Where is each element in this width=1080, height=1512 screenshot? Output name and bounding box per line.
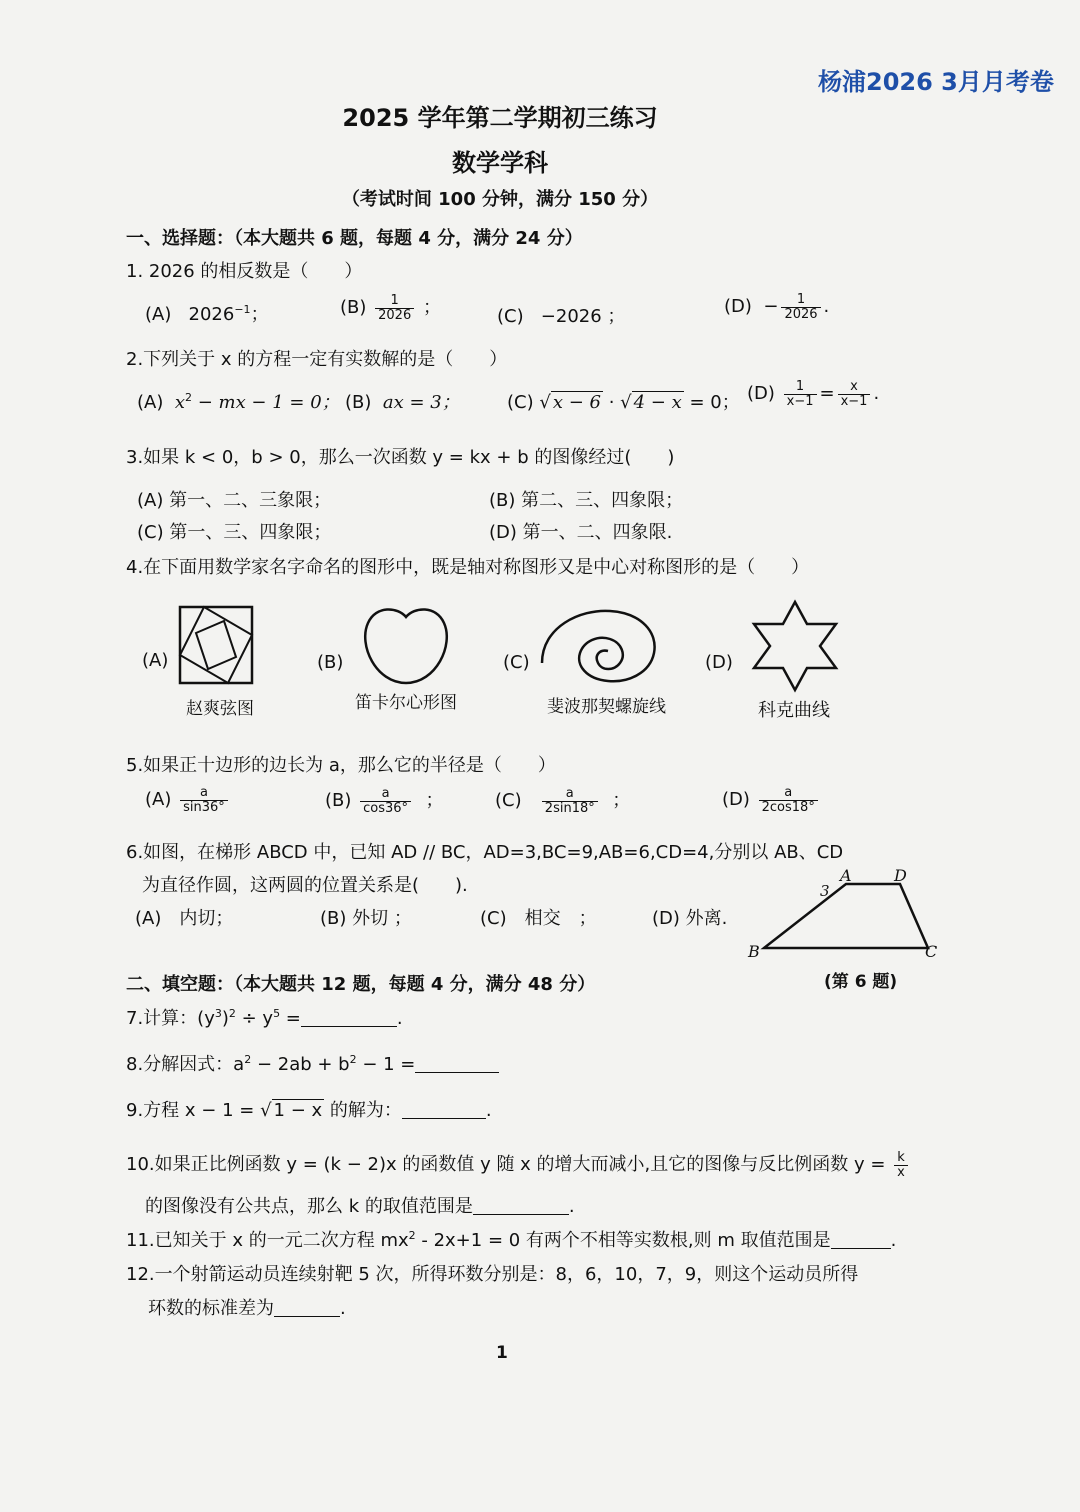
q2-d-tail: . (873, 383, 880, 405)
q8-pre: 8.分解因式：a (126, 1054, 245, 1075)
zhao-shuang-figure (178, 605, 256, 687)
q2-b-text: ax = 3； (382, 392, 460, 413)
q1-d-den: 2026 (781, 307, 820, 322)
q5-d-num: a (784, 785, 793, 800)
q2-a-text: x (174, 392, 185, 413)
q5-d-den: 2cos18° (759, 800, 818, 815)
fig-label-3: 3 (820, 882, 830, 900)
q4-c-caption: 斐波那契螺旋线 (547, 697, 666, 717)
q2-c-mid: · (602, 392, 621, 413)
q2-option-b (345, 388, 460, 414)
q6-figure-caption: (第 6 题) (824, 972, 898, 992)
q4-d-label: (D) (705, 652, 733, 673)
q1-a-text: 2026 (188, 304, 235, 325)
fig-label-c: C (925, 942, 938, 961)
q6-stem-line2: 为直径作圆，这两圆的位置关系是( ). (142, 875, 468, 896)
q5-b-den: cos36° (360, 801, 411, 816)
q1-option-c (497, 302, 625, 328)
q10-den: x (894, 1165, 908, 1180)
q7-tail: . (396, 1008, 403, 1029)
q2-d-d2: x−1 (838, 394, 871, 409)
q2-c-tail: = 0； (683, 392, 740, 413)
q1-d-prefix: − (763, 296, 779, 318)
q1-b-den: 2026 (375, 308, 414, 323)
q2-d-n2: x (850, 379, 858, 394)
koch-curve-figure (752, 600, 838, 692)
q9-tail: . (485, 1100, 492, 1121)
q11 (126, 1226, 896, 1252)
cardioid-figure (360, 605, 452, 685)
exam-subject: 数学学科 (452, 149, 548, 177)
q2-a-tail: − mx − 1 = 0； (191, 392, 340, 413)
q6-option-c: (C) 相交 ； (480, 908, 597, 929)
q3-option-b: (B) 第二、三、四象限； (489, 490, 684, 511)
q5-d-label: (D) (722, 789, 750, 811)
q3-option-a: (A) 第一、二、三象限； (137, 490, 332, 511)
q1-stem: 1. 2026 的相反数是（ ） (126, 261, 363, 282)
q10-num: k (897, 1149, 905, 1165)
q10-text2: 的图像没有公共点，那么 k 的取值范围是 (145, 1196, 473, 1217)
q7 (126, 1004, 403, 1030)
q10-text1: 10.如果正比例函数 y = (k − 2)x 的函数值 y 随 x 的增大而减小,且它的图像与反比例函数 y = (126, 1154, 886, 1175)
q1-d-tail: . (823, 296, 830, 318)
exam-title: 2025 学年第二学期初三练习 (342, 104, 658, 132)
q4-stem: 4.在下面用数学家名字命名的图形中，既是轴对称图形又是中心对称图形的是（ ） (126, 557, 810, 578)
q10-line2 (145, 1192, 575, 1218)
q3-option-c: (C) 第一、三、四象限； (137, 522, 332, 543)
q7-mid: ) (221, 1008, 229, 1029)
q2-d-label: (D) (747, 383, 775, 405)
q8-s2: 2 (349, 1053, 357, 1066)
q5-b-label: (B) (325, 790, 352, 811)
q4-b-label: (B) (317, 652, 344, 673)
watermark: 杨浦2026 3月月考卷 (818, 68, 1054, 96)
q9-answer-blank[interactable] (402, 1100, 486, 1119)
q2-a-label: (A) (137, 392, 164, 413)
q5-c-num: a (565, 785, 574, 801)
q1-d-label: (D) (724, 296, 752, 318)
q10-answer-blank[interactable] (473, 1196, 569, 1215)
fig-label-b: B (748, 942, 760, 961)
q5-option-c (495, 786, 630, 815)
q10-tail: . (568, 1196, 575, 1217)
q11-tail: . (890, 1230, 897, 1251)
q9-rad: 1 − x (273, 1100, 323, 1121)
q2-d-d1: x−1 (784, 394, 817, 409)
q5-a-den: sin36° (180, 800, 228, 815)
q5-stem: 5.如果正十边形的边长为 a，那么它的半径是（ ） (126, 755, 556, 776)
q5-c-den: 2sin18° (542, 801, 598, 816)
q7-pre: 7.计算：(y (126, 1008, 215, 1029)
fig-label-a: A (840, 866, 852, 885)
q2-d-n1: 1 (795, 379, 805, 394)
q12-text2: 环数的标准差为 (148, 1298, 274, 1319)
q8-post: − 1 = (356, 1054, 416, 1075)
q12-answer-blank[interactable] (274, 1298, 340, 1317)
q6-option-b: (B) 外切 ； (320, 908, 412, 929)
exam-info: （考试时间 100 分钟，满分 150 分） (341, 189, 659, 210)
q1-option-b (340, 293, 441, 322)
q4-a-caption: 赵爽弦图 (186, 699, 254, 719)
q11-pre: 11.已知关于 x 的一元二次方程 mx (126, 1230, 409, 1251)
q12-line1: 12.一个射箭运动员连续射靶 5 次，所得环数分别是：8，6，10，7，9，则这个运动员所得 (126, 1264, 859, 1285)
q6-option-a: (A) 内切； (135, 908, 234, 929)
q1-option-d (724, 293, 829, 321)
q2-c-label: (C) (507, 392, 534, 413)
q1-a-tail: ； (250, 304, 269, 325)
q2-c-r2: 4 − x (633, 392, 682, 413)
q7-mid2: ÷ y (235, 1008, 274, 1029)
q5-c-label: (C) (495, 790, 522, 811)
q3-option-d: (D) 第一、二、四象限. (489, 522, 673, 543)
q8-mid: − 2ab + b (251, 1054, 350, 1075)
q1-option-a (145, 300, 269, 326)
q2-stem: 2.下列关于 x 的方程一定有实数解的是（ ） (126, 349, 508, 370)
q11-sup: 2 (408, 1229, 416, 1242)
q5-a-num: a (199, 785, 208, 800)
q1-b-label: (B) (340, 297, 367, 318)
q8 (126, 1050, 499, 1076)
q5-option-a (145, 786, 231, 814)
fibonacci-spiral-figure (540, 607, 660, 687)
q8-s1: 2 (244, 1053, 252, 1066)
q1-a-sup: −1 (234, 303, 251, 316)
q2-b-label: (B) (345, 392, 372, 413)
q5-option-d (722, 786, 821, 814)
q2-option-d (747, 380, 879, 408)
q1-b-tail: ； (422, 297, 441, 318)
q8-answer-blank[interactable] (415, 1054, 499, 1073)
q10-line1 (126, 1150, 911, 1179)
q12-tail: . (340, 1298, 346, 1319)
section2-heading: 二、填空题：（本大题共 12 题，每题 4 分，满分 48 分） (126, 974, 596, 995)
q7-post: = (280, 1008, 301, 1029)
q5-option-b (325, 786, 444, 815)
q5-c-tail: ； (612, 790, 631, 811)
q2-a-sup: 2 (184, 391, 192, 404)
page-number: 1 (496, 1343, 508, 1363)
q7-s3: 5 (273, 1007, 281, 1020)
q9: 9.方程 x − 1 = √ 1 − x 的解为： . (126, 1100, 492, 1121)
q9-post: 的解为： (324, 1100, 402, 1121)
q4-c-label: (C) (503, 652, 530, 673)
q1-c-label: (C) (497, 306, 524, 327)
q7-answer-blank[interactable] (301, 1008, 397, 1027)
q6-stem-line1: 6.如图，在梯形 ABCD 中，已知 AD // BC，AD=3,BC=9,AB=6,CD=4,分别以 AB、CD (126, 842, 844, 863)
section1-heading: 一、选择题：（本大题共 6 题，每题 4 分，满分 24 分） (126, 228, 583, 249)
q11-post: - 2x+1 = 0 有两个不相等实数根,则 m 取值范围是 (415, 1230, 831, 1251)
q4-a-label: (A) (142, 650, 169, 671)
q2-c-r1: x − 6 (552, 392, 601, 413)
q9-pre: 9.方程 x − 1 = (126, 1100, 261, 1121)
q3-stem: 3.如果 k < 0，b > 0，那么一次函数 y = kx + b 的图像经过( ) (126, 447, 675, 468)
fig-label-d: D (894, 866, 907, 885)
q2-d-eq: = (819, 383, 835, 405)
q1-c-text: −2026 ； (540, 306, 626, 327)
q12-line2 (148, 1294, 346, 1320)
q11-answer-blank[interactable] (831, 1230, 891, 1249)
q1-b-num: 1 (390, 292, 399, 308)
q5-b-num: a (381, 785, 390, 801)
q2-option-a (137, 388, 340, 414)
q7-s2: 2 (228, 1007, 236, 1020)
q2-option-c: (C) √ x − 6 · √ 4 − x = 0； (507, 392, 740, 413)
q1-a-label: (A) (145, 304, 172, 325)
q6-option-d: (D) 外离. (652, 908, 728, 929)
q5-b-tail: ； (425, 790, 444, 811)
q5-a-label: (A) (145, 789, 172, 811)
q1-d-num: 1 (796, 292, 806, 307)
q4-b-caption: 笛卡尔心形图 (355, 693, 457, 713)
q7-s1: 3 (214, 1007, 222, 1020)
q4-d-caption: 科克曲线 (758, 700, 830, 721)
